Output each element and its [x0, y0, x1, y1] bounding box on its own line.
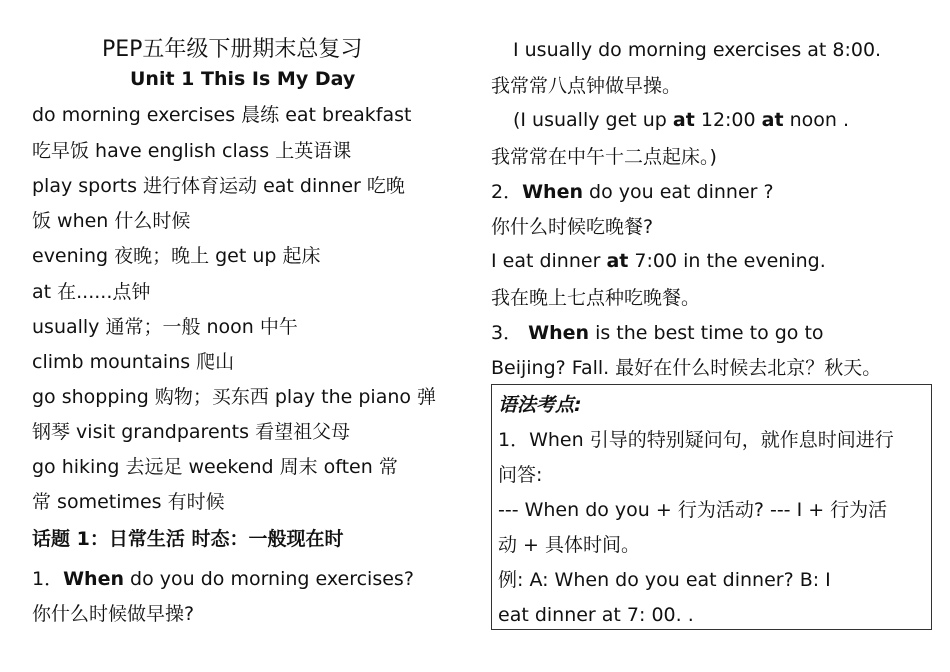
answer-at: at — [672, 109, 695, 131]
vocab-line: usually 通常；一般 noon 中午 — [32, 316, 298, 338]
question-3 — [491, 321, 824, 345]
question-number: 3． — [491, 322, 529, 344]
answer-3-translation: 我在晚上七点种吃晚餐。 — [491, 287, 701, 309]
question-text: do you eat dinner ? — [583, 181, 774, 203]
vocab-line: play sports 进行体育运动 eat dinner 吃晚 — [32, 175, 405, 197]
grammar-line: eat dinner at 7: 00. . — [498, 604, 694, 626]
question-2-translation: 你什么时候吃晚餐? — [491, 216, 654, 238]
answer-1-translation: 我常常八点钟做早操。 — [491, 75, 682, 97]
vocab-line: evening 夜晚；晚上 get up 起床 — [32, 245, 321, 267]
grammar-line: 动 + 具体时间。 — [498, 534, 640, 556]
question-1 — [32, 567, 414, 591]
answer-text: I eat dinner — [491, 250, 607, 272]
vocab-line: do morning exercises 晨练 eat breakfast — [32, 104, 412, 126]
answer-at: at — [761, 109, 784, 131]
vocab-line: 饭 when 什么时候 — [32, 210, 191, 232]
grammar-line: 例: A: When do you eat dinner? B: I — [498, 569, 831, 591]
grammar-line: 问答: — [498, 464, 543, 486]
grammar-box — [491, 384, 932, 630]
page-title: PEP五年级下册期末总复习 — [102, 37, 363, 62]
question-when: When — [522, 181, 583, 203]
vocab-line: 钢琴 visit grandparents 看望祖父母 — [32, 421, 351, 443]
answer-2-translation: 我常常在中午十二点起床。) — [491, 146, 717, 168]
answer-text: 7:00 in the evening. — [628, 250, 826, 272]
answer-text: 12:00 — [694, 109, 762, 131]
vocab-line: 常 sometimes 有时候 — [32, 491, 225, 513]
grammar-line: --- When do you + 行为活动? --- I + 行为活 — [498, 499, 888, 521]
answer-2 — [513, 108, 849, 132]
question-when: When — [63, 568, 124, 590]
vocab-line: climb mountains 爬山 — [32, 351, 235, 373]
topic-heading: 话题 1：日常生活 时态：一般现在时 — [32, 528, 344, 550]
question-number: 2． — [491, 181, 523, 203]
answer-text: (I usually get up — [513, 109, 673, 131]
question-text: do you do morning exercises? — [124, 568, 414, 590]
question-text: is the best time to go to — [589, 322, 824, 344]
question-1-translation: 你什么时候做早操? — [32, 603, 195, 625]
vocab-line: at 在......点钟 — [32, 281, 151, 303]
question-3-line-2: Beijing? Fall. 最好在什么时候去北京？秋天。 — [491, 357, 882, 379]
grammar-heading: 语法考点: — [498, 394, 582, 416]
vocab-line: go shopping 购物；买东西 play the piano 弹 — [32, 386, 437, 408]
vocab-line: go hiking 去远足 weekend 周末 often 常 — [32, 456, 398, 478]
grammar-line: 1．When 引导的特别疑问句，就作息时间进行 — [498, 429, 894, 451]
answer-3 — [491, 249, 826, 273]
question-2 — [491, 180, 774, 204]
vocab-line: 吃早饭 have english class 上英语课 — [32, 140, 352, 162]
answer-text: noon . — [783, 109, 850, 131]
question-number: 1． — [32, 568, 64, 590]
answer-at: at — [606, 250, 629, 272]
unit-subtitle: Unit 1 This Is My Day — [130, 68, 356, 90]
question-when: When — [528, 322, 590, 344]
answer-1: I usually do morning exercises at 8:00. — [513, 39, 882, 61]
